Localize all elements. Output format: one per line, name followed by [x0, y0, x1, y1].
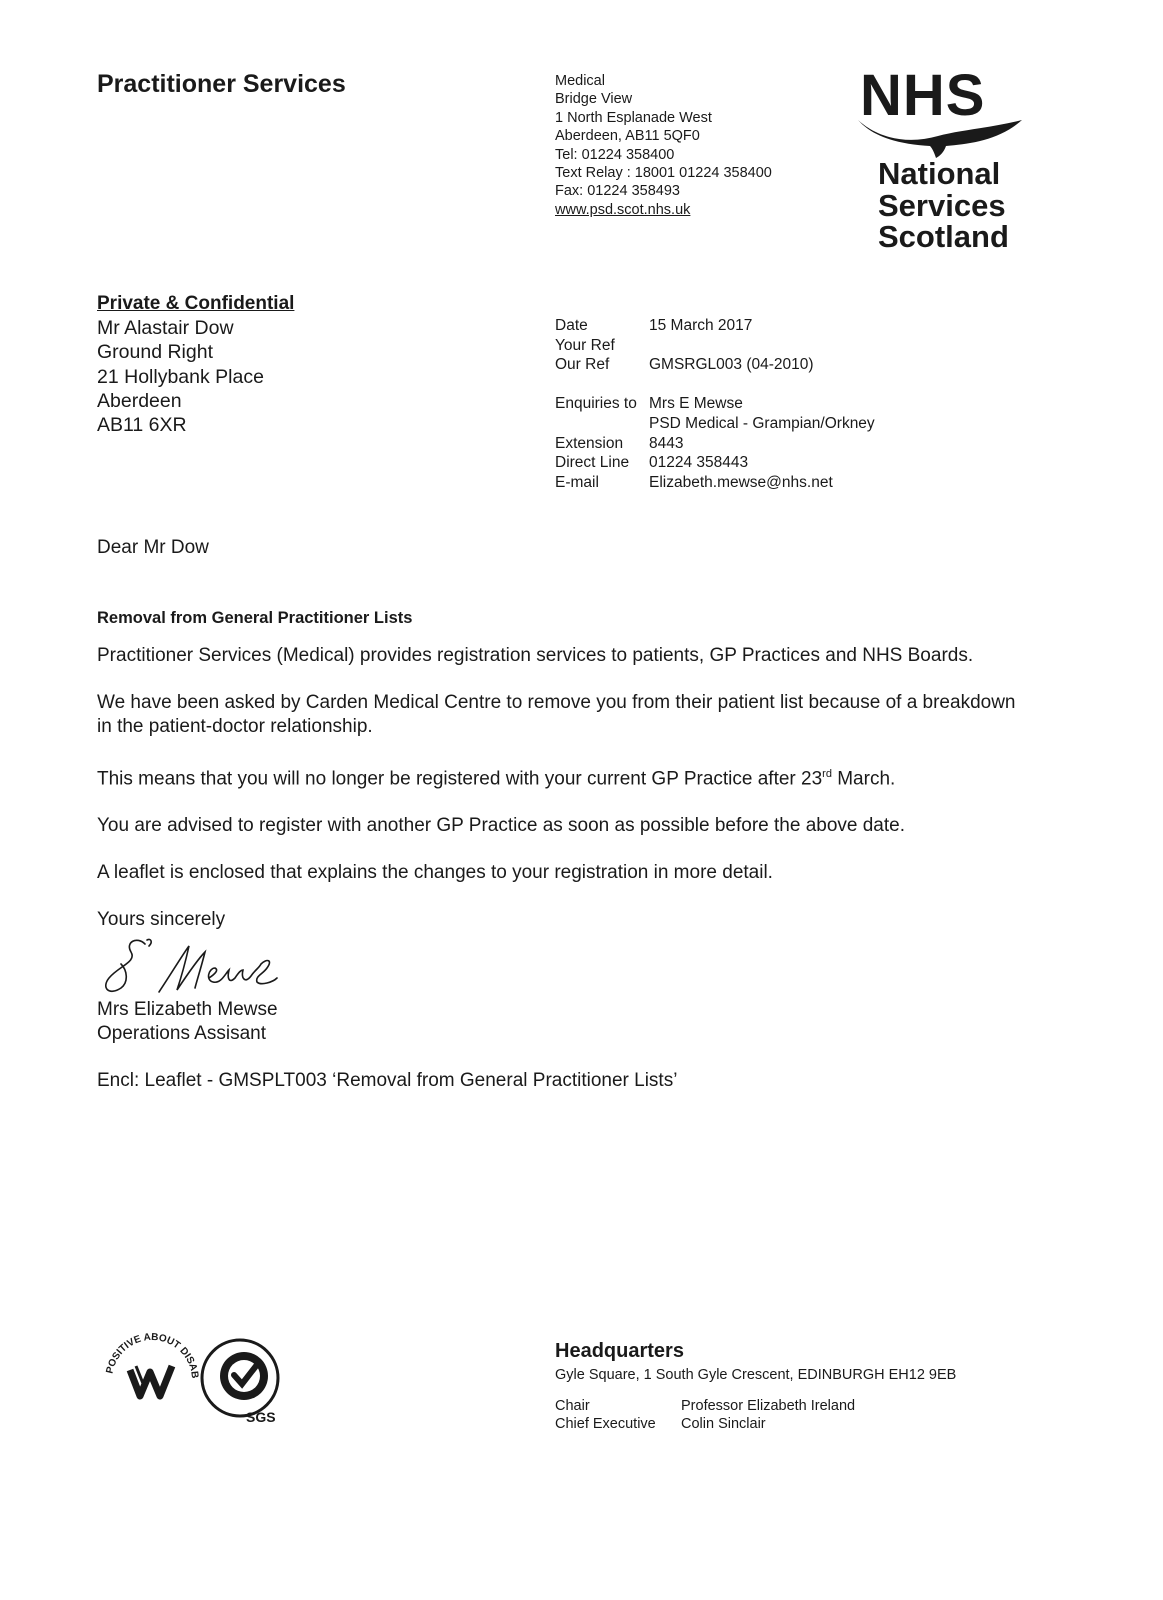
letter-body — [97, 536, 1017, 1093]
signatory-title: Operations Assisant — [97, 1023, 266, 1045]
text-relay-line: Text Relay : 18001 01224 358400 — [555, 165, 772, 182]
recipient-name: Mr Alastair Dow — [97, 317, 234, 340]
chair-label: Chair — [555, 1398, 590, 1414]
letter-subject: Removal from General Practitioner Lists — [97, 609, 413, 627]
address-line: 1 North Esplanade West — [555, 109, 712, 126]
ceo-value: Colin Sinclair — [681, 1416, 766, 1432]
enquiries-name: Mrs E Mewse — [649, 395, 743, 413]
sender-address — [555, 72, 772, 219]
your-ref-value — [649, 336, 875, 356]
your-ref-label: Your Ref — [555, 336, 615, 354]
paragraph: You are advised to register with another GP Practice as soon as possible before the above date. — [97, 815, 906, 837]
salutation: Dear Mr Dow — [97, 537, 209, 558]
logo-line-scotland: Scotland — [878, 219, 1009, 254]
recipient-city: Aberdeen — [97, 389, 182, 412]
recipient-address-line: Ground Right — [97, 341, 213, 364]
ordinal-suffix: rd — [822, 768, 832, 780]
paragraph: A leaflet is enclosed that explains the changes to your registration in more detail. — [97, 862, 773, 884]
enquiries-label: Enquiries to — [555, 395, 637, 413]
address-line: Aberdeen, AB11 5QF0 — [555, 128, 700, 145]
accreditation-badges-icon — [100, 1330, 290, 1430]
chair-value: Professor Elizabeth Ireland — [681, 1398, 856, 1414]
date-label: Date — [555, 317, 588, 334]
fax-line: Fax: 01224 358493 — [555, 183, 680, 200]
paragraph: Practitioner Services (Medical) provides registration services to patients, GP Practices and NHS Boards. — [97, 645, 974, 666]
sgs-text: SGS — [246, 1409, 276, 1425]
date-value: 15 March 2017 — [649, 317, 753, 334]
telephone-line: Tel: 01224 358400 — [555, 146, 675, 163]
paragraph: We have been asked by Carden Medical Centre to remove you from their patient list because of a breakdown in the patient-doctor relationship. — [97, 692, 1016, 737]
direct-line-label: Direct Line — [555, 454, 630, 472]
recipient-address-line: 21 Hollybank Place — [97, 365, 264, 388]
extension-value: 8443 — [649, 434, 684, 452]
confidential-label: Private & Confidential — [97, 293, 295, 314]
saltire-swoosh-icon — [850, 118, 1030, 158]
email-label: E-mail — [555, 473, 599, 491]
service-title: Practitioner Services — [97, 70, 346, 98]
website-link[interactable]: www.psd.scot.nhs.uk — [555, 201, 691, 218]
direct-line-value: 01224 358443 — [649, 454, 749, 472]
sgs-badge-icon — [202, 1340, 278, 1425]
ceo-label: Chief Executive — [555, 1416, 656, 1432]
disability-badge-icon — [100, 1330, 200, 1396]
headquarters-block — [555, 1340, 956, 1433]
nhs-logo-text — [878, 158, 1009, 253]
recipient-block — [97, 292, 294, 437]
badge-text: POSITIVE ABOUT DISAB — [104, 1331, 201, 1380]
hq-title: Headquarters — [555, 1340, 684, 1362]
nhs-wordmark: NHS — [860, 63, 986, 128]
signature-icon — [97, 934, 297, 1000]
paragraph — [97, 762, 1017, 791]
our-ref-label: Our Ref — [555, 356, 610, 374]
address-line: Bridge View — [555, 91, 633, 108]
logo-line-national: National — [878, 156, 1001, 191]
recipient-postcode: AB11 6XR — [97, 414, 187, 437]
accreditation-logos — [100, 1330, 290, 1435]
hq-address: Gyle Square, 1 South Gyle Crescent, EDINBURGH EH12 9EB — [555, 1367, 957, 1383]
extension-label: Extension — [555, 434, 624, 452]
nhs-logo — [850, 62, 1030, 262]
paragraph-text: This means that you will no longer be registered with your current GP Practice after 23 — [97, 768, 823, 790]
address-line: Medical — [555, 73, 605, 89]
enquiries-department: PSD Medical - Grampian/Orkney — [649, 414, 875, 432]
logo-line-services: Services — [878, 187, 1006, 223]
email-value[interactable]: Elizabeth.mewse@nhs.net — [649, 473, 833, 491]
closing: Yours sincerely — [97, 909, 226, 931]
paragraph-text: March. — [831, 768, 896, 790]
signatory-name: Mrs Elizabeth Mewse — [97, 999, 278, 1021]
enclosure-note: Encl: Leaflet - GMSPLT003 ‘Removal from General Practitioner Lists’ — [97, 1070, 678, 1092]
our-ref-value: GMSRGL003 (04-2010) — [649, 356, 814, 374]
reference-details — [555, 316, 875, 492]
